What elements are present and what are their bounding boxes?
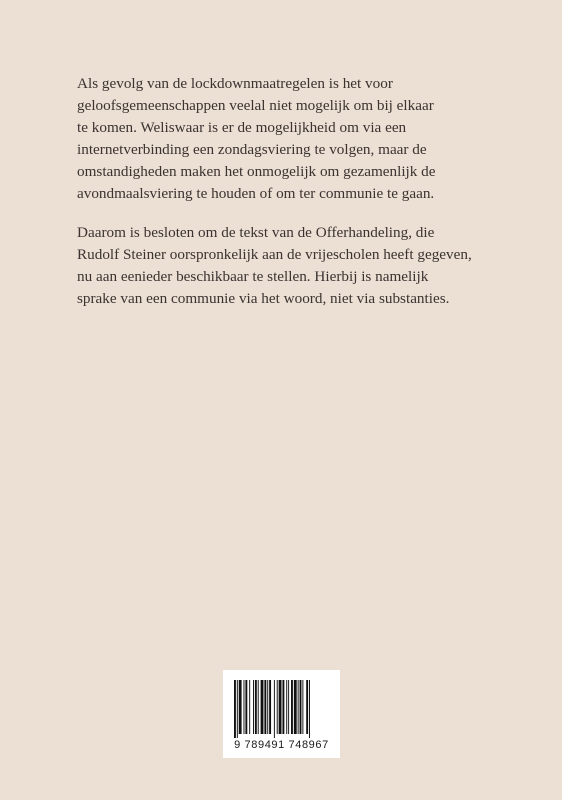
text-line: geloofsgemeenschappen veelal niet mogelijk om bij elkaar — [77, 97, 434, 115]
text-line: avondmaalsviering te houden of om ter communie te gaan. — [77, 185, 435, 203]
text-line: internetverbinding een zondagsviering te volgen, maar de — [77, 141, 427, 159]
text-line: omstandigheden maken het onmogelijk om gezamenlijk de — [77, 163, 436, 181]
text-line: sprake van een communie via het woord, niet via substanties. — [77, 289, 450, 307]
text-line: te komen. Weliswaar is er de mogelijkheid om via een — [77, 119, 407, 137]
paragraph-offerhandeling — [77, 222, 497, 310]
back-cover-text — [77, 73, 497, 310]
isbn-barcode — [223, 670, 340, 758]
text-line: Daarom is besloten om de tekst van de Offerhandeling, die — [77, 223, 435, 241]
text-line: Als gevolg van de lockdownmaatregelen is het voor — [77, 75, 393, 92]
barcode-bars — [233, 680, 330, 738]
paragraph-lockdown — [77, 73, 497, 206]
isbn-digits: 9 789491 748967 — [234, 739, 329, 751]
text-line: nu aan eenieder beschikbaar te stellen. Hierbij is namelijk — [77, 267, 429, 285]
text-line: Rudolf Steiner oorspronkelijk aan de vrijescholen heeft gegeven, — [77, 245, 472, 263]
